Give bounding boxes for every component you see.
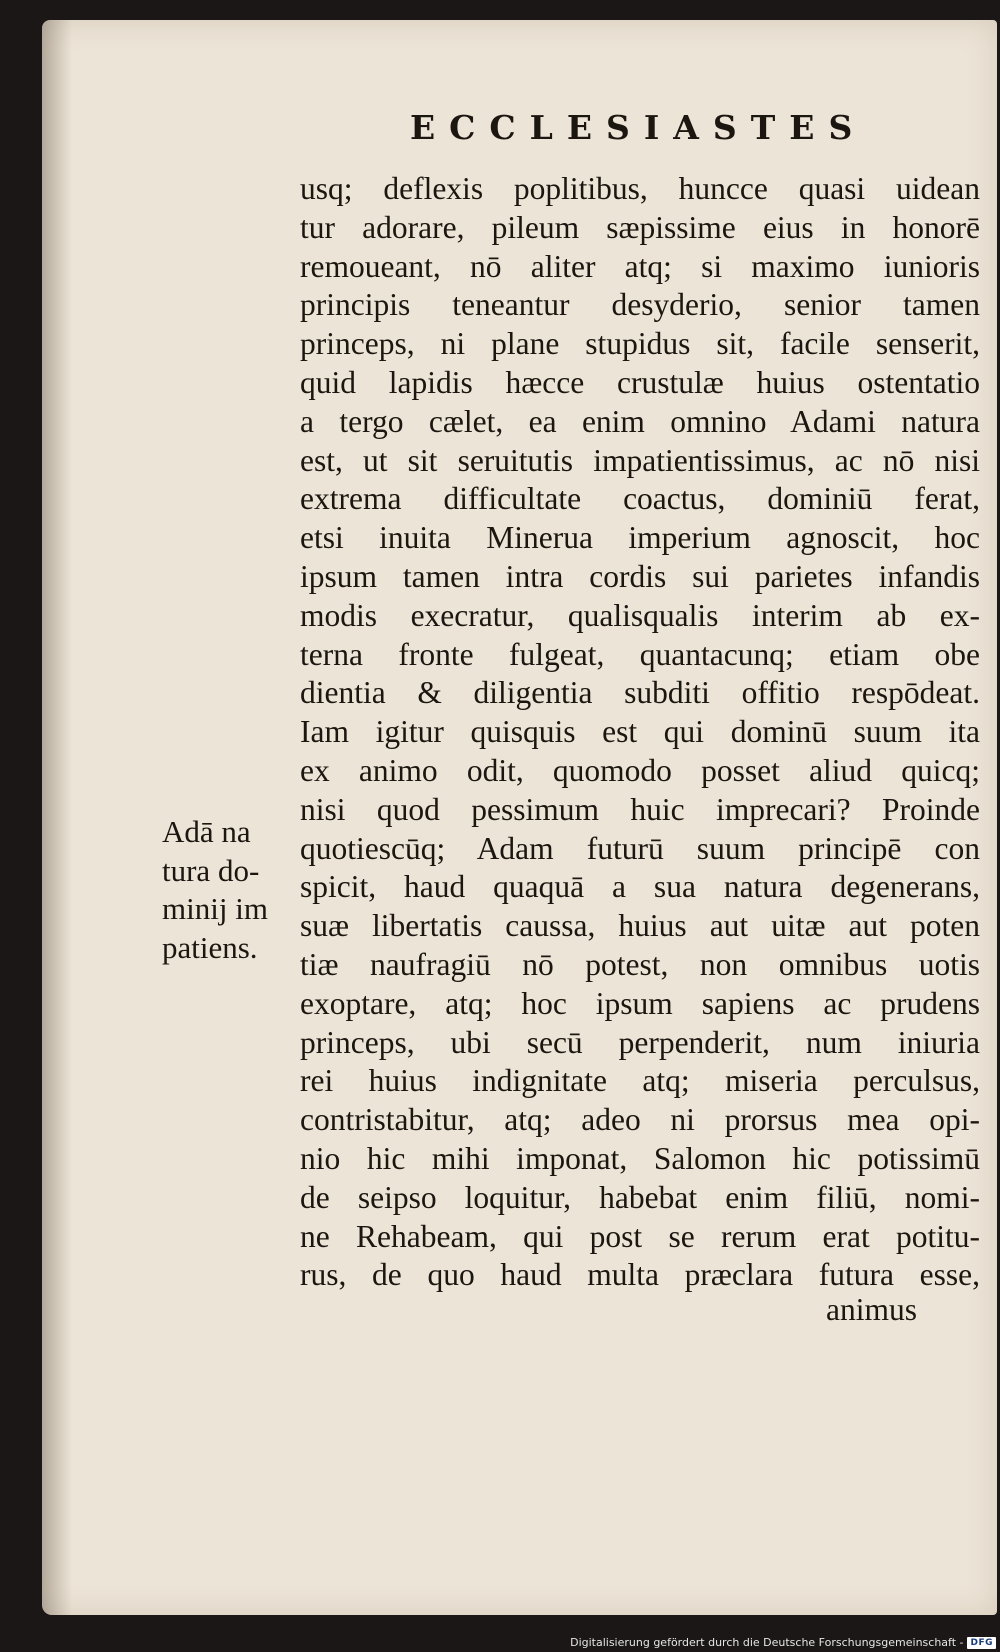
text-line: contristabitur, atq; adeo ni prorsus mea opi- xyxy=(300,1102,980,1138)
marginal-note xyxy=(162,813,268,967)
text-line: est, ut sit seruitutis impatientissimus, ac nō nisi xyxy=(300,442,980,478)
text-line: modis execratur, qualisqualis interim ab ex- xyxy=(300,597,980,633)
marginal-note-line: patiens. xyxy=(162,929,258,965)
text-line: nio hic mihi imponat, Salomon hic potissimū xyxy=(300,1140,980,1176)
text-line: usq; deflexis poplitibus, huncce quasi uidean xyxy=(300,171,980,206)
text-line: rei huius indignitate atq; miseria perculsus, xyxy=(300,1063,980,1099)
text-line: remoueant, nō aliter atq; si maximo iunioris xyxy=(300,248,980,284)
marginal-note-line: Adā na xyxy=(162,814,251,849)
credit-text: Digitalisierung gefördert durch die Deutsche Forschungsgemeinschaft - xyxy=(570,1636,964,1649)
text-line: tur adorare, pileum sæpissime eius in honorē xyxy=(300,209,980,245)
gutter-shadow xyxy=(42,20,72,1615)
text-line: ex animo odit, quomodo posset aliud quicq; xyxy=(300,752,980,788)
marginal-note-line: tura do- xyxy=(162,852,260,888)
book-page xyxy=(42,20,997,1615)
text-line: a tergo cælet, ea enim omnino Adami natura xyxy=(300,403,980,439)
text-line: ne Rehabeam, qui post se rerum erat potitu- xyxy=(300,1218,980,1254)
text-line: Iam igitur quisquis est qui dominū suum ita xyxy=(300,714,980,750)
body-text xyxy=(300,170,980,1295)
text-line: princeps, ubi secū perpenderit, num iniuria xyxy=(300,1024,980,1060)
digitization-credit xyxy=(570,1636,996,1649)
text-line: ipsum tamen intra cordis sui parietes infandis xyxy=(300,558,980,594)
text-line: nisi quod pessimum huic imprecari? Proinde xyxy=(300,791,980,827)
text-line: quotiescūq; Adam futurū suum principē con xyxy=(300,830,980,866)
text-line: princeps, ni plane stupidus sit, facile senserit, xyxy=(300,326,980,362)
text-line: suæ libertatis caussa, huius aut uitæ aut poten xyxy=(300,908,980,944)
marginal-note-line: minij im xyxy=(162,891,268,926)
text-line: dientia & diligentia subditi offitio respōdeat. xyxy=(300,675,980,711)
text-line: spicit, haud quaquā a sua natura degenerans, xyxy=(300,869,980,905)
text-line: etsi inuita Minerua imperium agnoscit, hoc xyxy=(300,520,980,556)
text-line: principis teneantur desyderio, senior tamen xyxy=(300,287,980,323)
text-line: tiæ naufragiū nō potest, non omnibus uotis xyxy=(300,946,980,982)
running-head: ECCLESIASTES xyxy=(410,108,867,147)
text-line: de seipso loquitur, habebat enim filiū, nomi- xyxy=(300,1179,980,1215)
catchword: animus xyxy=(826,1292,917,1327)
dfg-logo: DFG xyxy=(967,1637,996,1649)
text-line: extrema difficultate coactus, dominiū ferat, xyxy=(300,481,980,517)
text-line: quid lapidis hæcce crustulæ huius ostentatio xyxy=(300,364,980,400)
text-line: terna fronte fulgeat, quantacunq; etiam obe xyxy=(300,636,980,672)
text-line: rus, de quo haud multa præclara futura esse, xyxy=(300,1257,980,1293)
text-line: exoptare, atq; hoc ipsum sapiens ac prudens xyxy=(300,985,980,1021)
